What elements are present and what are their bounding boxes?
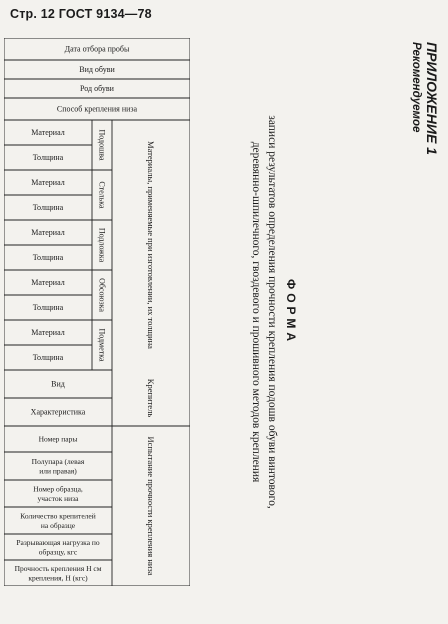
form-table-wrap xyxy=(4,38,190,586)
material-sub-header: Толщина xyxy=(32,153,64,162)
page-header: Стр. 12 ГОСТ 9134—78 xyxy=(10,7,152,21)
material-sub-header: Материал xyxy=(31,228,65,237)
column-header: Дата отбора пробы xyxy=(64,44,130,54)
appendix-title: ПРИЛОЖЕНИЕ 1 xyxy=(424,42,440,155)
test-column-header: Номер образца, участок низа xyxy=(33,484,83,503)
form-subtitle-line-2: деревянно-шпилечного, гвоздевого и прошивного методов крепления xyxy=(250,141,262,483)
test-column-header: Полупара (левая или правая) xyxy=(31,456,85,476)
material-sub-header: Материал xyxy=(31,328,65,337)
material-sub-header: Толщина xyxy=(32,203,64,212)
form-subtitle-line-1: записи результатов определения прочности крепления подошв обуви винтового, xyxy=(266,115,278,509)
test-column-header: Прочность крепления Н см крепления, Н (кгс) xyxy=(14,563,102,583)
test-column-header: Разрывающая нагрузка по образцу, кгс xyxy=(16,537,100,557)
appendix-note: Рекомендуемое xyxy=(410,42,422,133)
material-sub-header: Толщина xyxy=(32,303,64,312)
material-part-header: Обсоюзка xyxy=(97,278,107,312)
material-part-header: Подложка xyxy=(97,227,107,263)
material-sub-header: Толщина xyxy=(32,353,64,362)
rotated-content xyxy=(0,32,440,592)
column-header: Вид обуви xyxy=(79,65,115,74)
column-header: Род обуви xyxy=(80,84,114,93)
materials-group-header: Материалы, применяемые при изготовлении, их толщина xyxy=(146,141,156,349)
test-column-header: Количество крепителей на образце xyxy=(20,511,96,530)
material-sub-header: Материал xyxy=(31,178,65,187)
form-table xyxy=(4,38,190,586)
material-part-header: Стелька xyxy=(97,181,107,209)
material-sub-header: Толщина xyxy=(32,253,64,262)
test-column-header: Номер пары xyxy=(38,434,78,444)
column-header: Способ крепления низа xyxy=(56,104,138,114)
form-title: ФОРМА xyxy=(284,278,298,346)
test-group-header: Испытание прочности крепления низа xyxy=(146,436,156,576)
material-part-header: Подметка xyxy=(97,328,107,362)
material-part-header: Подошва xyxy=(97,129,107,161)
form-subtitle xyxy=(248,52,280,572)
fastener-group-header: Крепитель xyxy=(146,378,156,418)
fastener-column-header: Характеристика xyxy=(30,407,86,417)
material-sub-header: Материал xyxy=(31,128,65,137)
fastener-column-header: Вид xyxy=(51,379,65,389)
material-sub-header: Материал xyxy=(31,278,65,287)
